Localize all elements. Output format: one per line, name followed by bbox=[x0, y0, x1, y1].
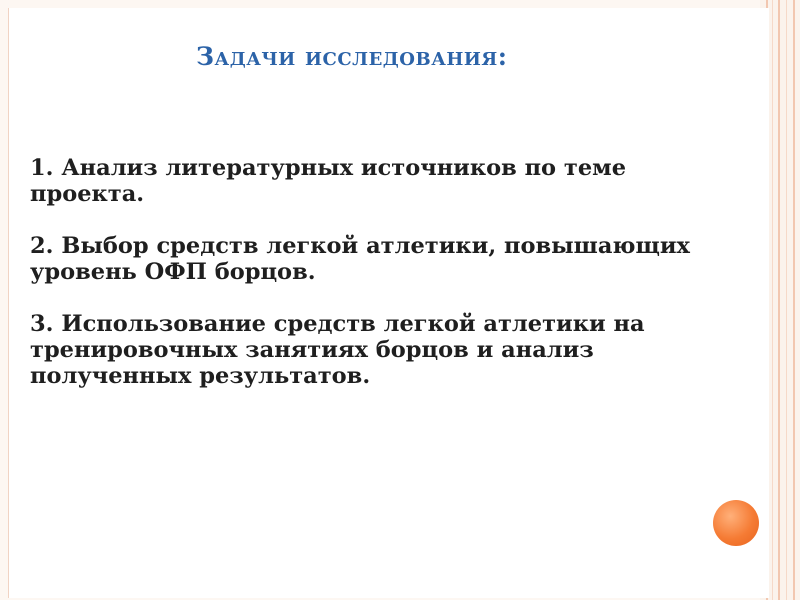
orange-circle-decoration bbox=[713, 500, 759, 546]
task-3-line-3: полученных результатов. bbox=[30, 363, 371, 389]
task-2-line-1: 2. Выбор средств легкой атлетики, повышающих bbox=[30, 233, 690, 259]
task-list bbox=[30, 155, 770, 415]
decorative-stripe bbox=[778, 0, 780, 600]
decorative-stripe bbox=[793, 0, 795, 600]
task-3-line-2: тренировочных занятиях борцов и анализ bbox=[30, 337, 594, 363]
task-item-3 bbox=[30, 311, 770, 389]
slide-title: Задачи исследования: bbox=[196, 42, 508, 71]
task-2-line-2: уровень ОФП борцов. bbox=[30, 259, 316, 285]
task-item-1 bbox=[30, 155, 770, 207]
decorative-stripe bbox=[786, 0, 787, 600]
task-item-2 bbox=[30, 233, 770, 285]
decorative-stripe bbox=[772, 0, 773, 600]
task-1-line-1: 1. Анализ литературных источников по теме bbox=[30, 155, 627, 181]
task-1-line-2: проекта. bbox=[30, 181, 145, 207]
task-3-line-1: 3. Использование средств легкой атлетики на bbox=[30, 311, 645, 337]
